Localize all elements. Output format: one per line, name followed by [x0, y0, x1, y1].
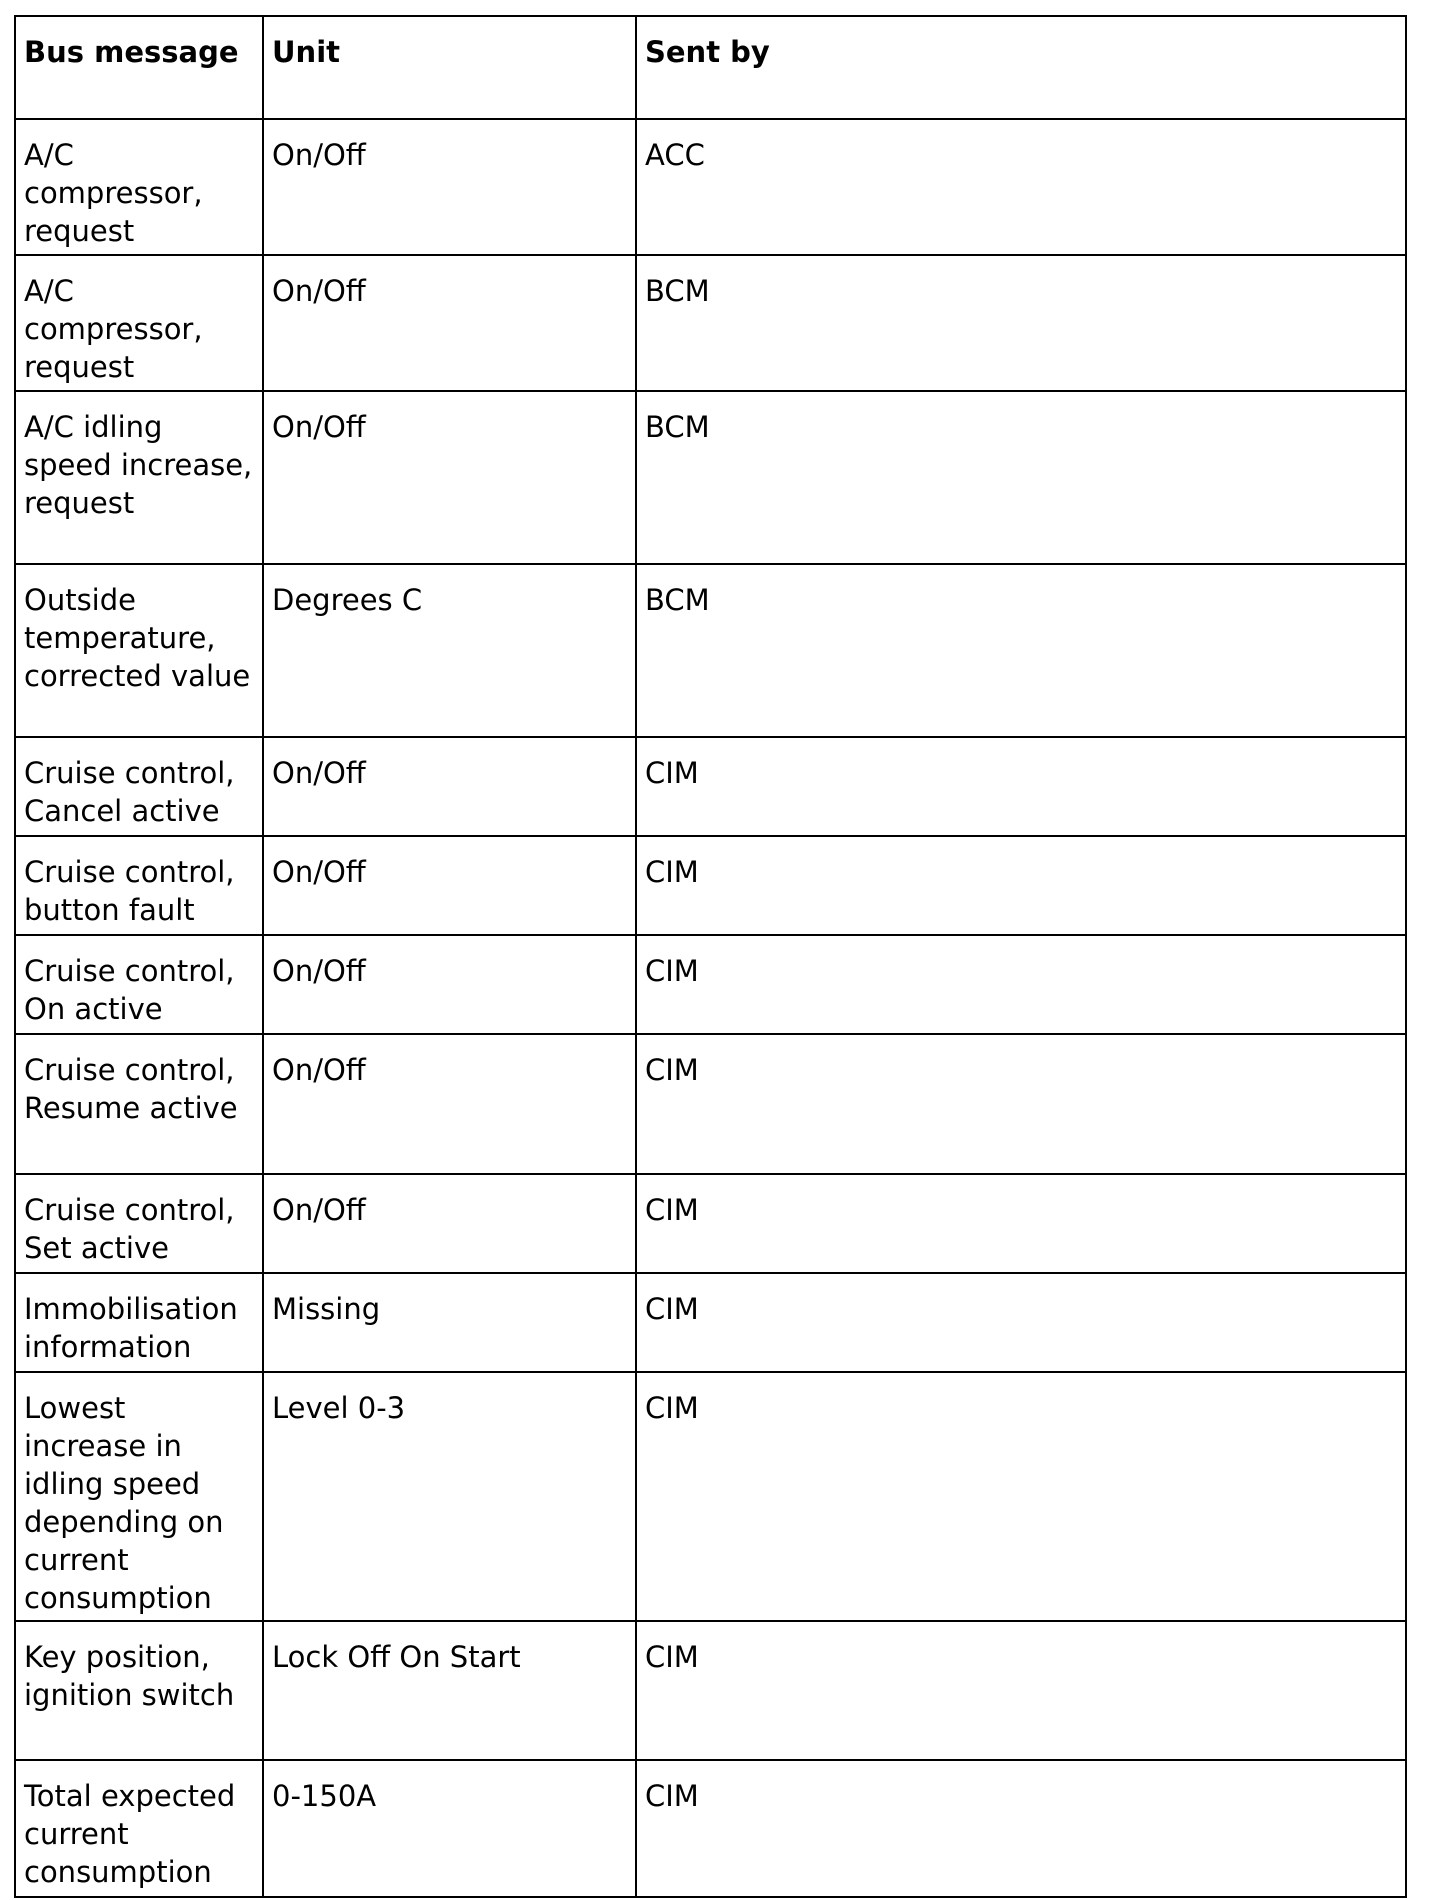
table-row: [15, 1273, 1406, 1372]
header-sent-by: Sent by: [636, 16, 1406, 119]
bus-message-cell: Total expected current consumption: [15, 1760, 263, 1897]
unit-cell: On/Off: [263, 119, 636, 255]
bus-message-cell: Lowest increase in idling speed depending on current consumption: [15, 1372, 263, 1621]
bus-message-cell: Cruise control, Resume active: [15, 1034, 263, 1174]
sent-by-cell: BCM: [636, 564, 1406, 737]
bus-message-cell: Immobilisation information: [15, 1273, 263, 1372]
unit-cell: Degrees C: [263, 564, 636, 737]
table-row: [15, 391, 1406, 564]
bus-message-cell: Cruise control, Cancel active: [15, 737, 263, 836]
sent-by-cell: BCM: [636, 255, 1406, 391]
sent-by-cell: CIM: [636, 836, 1406, 935]
table-row: [15, 1034, 1406, 1174]
table-row: [15, 1621, 1406, 1760]
table-row: [15, 564, 1406, 737]
unit-cell: Lock Off On Start: [263, 1621, 636, 1760]
table-row: [15, 1372, 1406, 1621]
table-row: [15, 1760, 1406, 1897]
bus-message-cell: A/C idling speed increase, request: [15, 391, 263, 564]
unit-cell: On/Off: [263, 255, 636, 391]
sent-by-cell: CIM: [636, 1273, 1406, 1372]
unit-cell: On/Off: [263, 836, 636, 935]
bus-message-cell: A/C compressor, request: [15, 119, 263, 255]
unit-cell: On/Off: [263, 391, 636, 564]
sent-by-cell: CIM: [636, 1034, 1406, 1174]
table-row: [15, 255, 1406, 391]
table-row: [15, 935, 1406, 1034]
bus-message-table: [14, 15, 1407, 1898]
table-row: [15, 737, 1406, 836]
unit-cell: On/Off: [263, 737, 636, 836]
sent-by-cell: CIM: [636, 1760, 1406, 1897]
header-bus-message: Bus message: [15, 16, 263, 119]
bus-message-cell: Cruise control, button fault: [15, 836, 263, 935]
unit-cell: Level 0-3: [263, 1372, 636, 1621]
unit-cell: On/Off: [263, 935, 636, 1034]
bus-message-cell: Outside temperature, corrected value: [15, 564, 263, 737]
unit-cell: On/Off: [263, 1034, 636, 1174]
bus-message-cell: A/C compressor, request: [15, 255, 263, 391]
sent-by-cell: CIM: [636, 1174, 1406, 1273]
table-row: [15, 1174, 1406, 1273]
table-row: [15, 119, 1406, 255]
table-row: [15, 836, 1406, 935]
sent-by-cell: ACC: [636, 119, 1406, 255]
sent-by-cell: BCM: [636, 391, 1406, 564]
bus-message-cell: Cruise control, Set active: [15, 1174, 263, 1273]
header-unit: Unit: [263, 16, 636, 119]
unit-cell: Missing: [263, 1273, 636, 1372]
table-header-row: [15, 16, 1406, 119]
sent-by-cell: CIM: [636, 1621, 1406, 1760]
sent-by-cell: CIM: [636, 1372, 1406, 1621]
sent-by-cell: CIM: [636, 737, 1406, 836]
bus-message-cell: Cruise control, On active: [15, 935, 263, 1034]
unit-cell: On/Off: [263, 1174, 636, 1273]
sent-by-cell: CIM: [636, 935, 1406, 1034]
unit-cell: 0-150A: [263, 1760, 636, 1897]
bus-message-cell: Key position, ignition switch: [15, 1621, 263, 1760]
